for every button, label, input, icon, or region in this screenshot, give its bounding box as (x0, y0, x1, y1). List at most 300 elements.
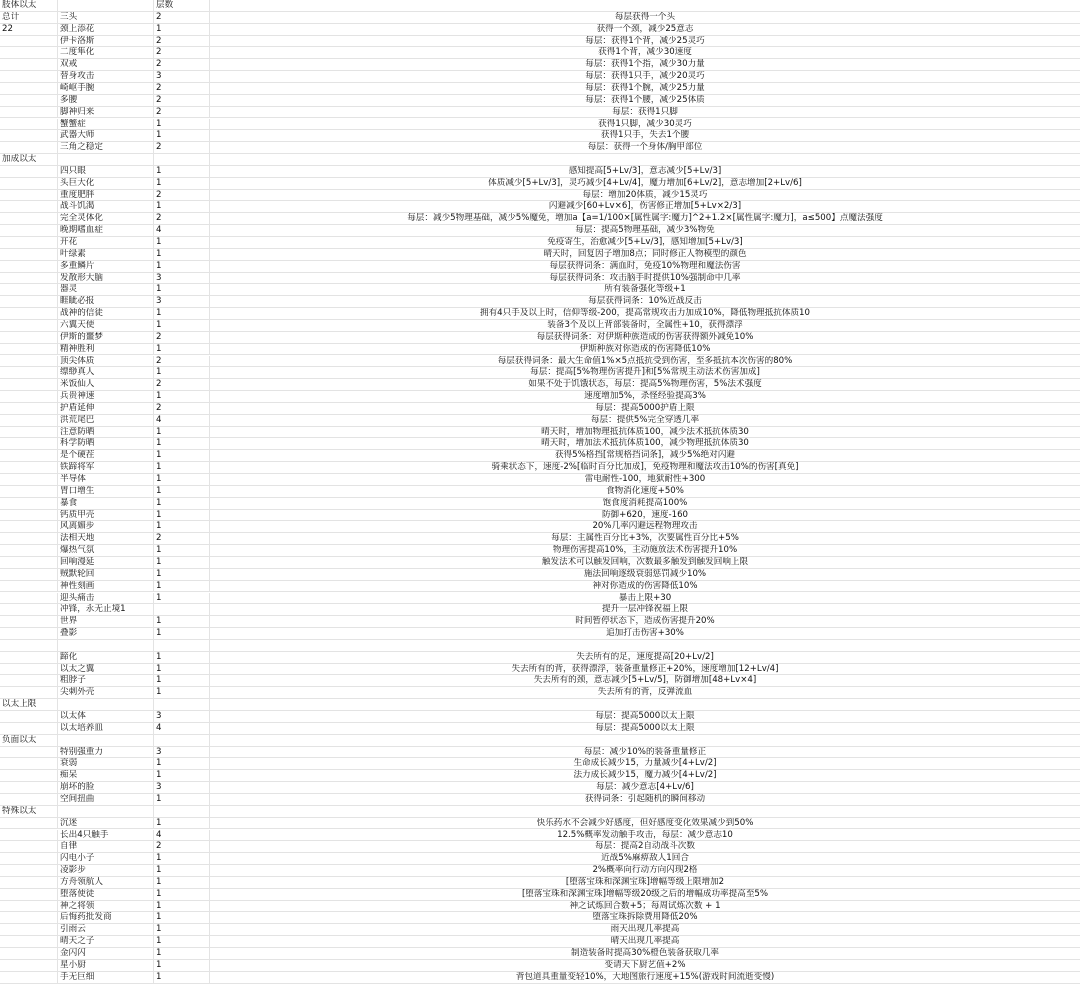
layers-cell[interactable]: 1 (154, 249, 210, 260)
category-cell[interactable] (0, 593, 58, 604)
effect-cell[interactable]: 每层：提高2自动战斗次数 (595, 841, 695, 852)
layers-cell[interactable]: 2 (154, 142, 210, 153)
name-cell[interactable]: 脚神归来 (58, 107, 154, 118)
category-cell[interactable] (0, 107, 58, 118)
category-cell[interactable] (0, 47, 58, 58)
name-cell[interactable]: 钙质甲壳 (58, 510, 154, 521)
layers-cell[interactable]: 1 (154, 664, 210, 675)
layers-cell[interactable]: 1 (154, 308, 210, 319)
category-cell[interactable] (0, 486, 58, 497)
layers-cell[interactable]: 2 (154, 213, 210, 224)
name-cell[interactable]: 法相天地 (58, 533, 154, 544)
layers-cell[interactable]: 1 (154, 853, 210, 864)
layers-cell[interactable]: 1 (154, 498, 210, 509)
name-cell[interactable]: 特别强重力 (58, 747, 154, 758)
layers-cell[interactable]: 2 (154, 356, 210, 367)
effect-cell[interactable] (210, 806, 1080, 817)
name-cell[interactable]: 方舟领航人 (58, 877, 154, 888)
category-cell[interactable] (0, 237, 58, 248)
category-cell[interactable] (0, 71, 58, 82)
category-cell[interactable] (0, 936, 58, 947)
layers-cell[interactable]: 1 (154, 569, 210, 580)
name-cell[interactable]: 痴呆 (58, 770, 154, 781)
effect-cell[interactable] (210, 699, 1080, 710)
effect-cell[interactable]: 每层获得词条：最大生命值1%×5点抵抗受到伤害，至多抵抗本次伤害的80% (497, 355, 793, 366)
category-cell[interactable] (0, 344, 58, 355)
name-cell[interactable]: 衰弱 (58, 758, 154, 769)
layers-cell[interactable]: 1 (154, 367, 210, 378)
effect-cell[interactable]: 每层：提高5物理基础，减少3%物免 (575, 225, 715, 236)
name-cell[interactable]: 头巨大化 (58, 178, 154, 189)
effect-cell[interactable]: 每层：提高5000护盾上限 (595, 402, 695, 413)
name-cell[interactable]: 蟹蟹症 (58, 119, 154, 130)
effect-cell[interactable]: 晴天出现几率提高 (610, 936, 680, 947)
layers-cell[interactable]: 1 (154, 960, 210, 971)
category-cell[interactable] (0, 178, 58, 189)
layers-cell[interactable]: 1 (154, 119, 210, 130)
effect-cell[interactable]: 获得1只脚，减少30灵巧 (598, 118, 692, 129)
name-cell[interactable]: 双戒 (58, 59, 154, 70)
category-cell[interactable]: 总计 (0, 12, 58, 23)
name-cell[interactable]: 晚期嗜血症 (58, 225, 154, 236)
layers-cell[interactable]: 1 (154, 865, 210, 876)
category-cell[interactable]: 以太上限 (0, 699, 58, 710)
category-cell[interactable] (0, 758, 58, 769)
effect-cell[interactable]: 雷电耐性-100，地狱耐性+300 (584, 474, 706, 484)
category-cell[interactable] (0, 664, 58, 675)
effect-cell[interactable]: 提升一层冲锋祝福上限 (602, 604, 688, 615)
category-cell[interactable] (0, 225, 58, 236)
effect-cell[interactable]: 晴天时，增加物理抵抗体质100，减少法术抵抗体质30 (541, 426, 749, 437)
layers-cell[interactable]: 1 (154, 972, 210, 983)
effect-cell[interactable]: 时间暂停状态下，造成伤害提升20% (575, 616, 715, 627)
layers-cell[interactable]: 1 (154, 924, 210, 935)
effect-cell[interactable]: 每层：获得1只手，减少20灵巧 (585, 71, 705, 82)
name-cell[interactable]: 崩坏的脸 (58, 782, 154, 793)
category-cell[interactable] (0, 687, 58, 698)
layers-cell[interactable]: 1 (154, 178, 210, 189)
layers-cell[interactable]: 1 (154, 391, 210, 402)
category-cell[interactable] (0, 201, 58, 212)
layers-cell[interactable]: 1 (154, 284, 210, 295)
effect-cell[interactable]: 每层：获得1个背，减少25灵巧 (585, 35, 705, 46)
effect-cell[interactable] (210, 640, 1080, 651)
effect-cell[interactable]: 20%几率闪避远程物理攻击 (592, 521, 698, 532)
name-cell[interactable]: 战斗饥渴 (58, 201, 154, 212)
name-cell[interactable]: 器灵 (58, 284, 154, 295)
name-cell[interactable]: 缥缈真人 (58, 367, 154, 378)
layers-cell[interactable]: 1 (154, 237, 210, 248)
name-cell[interactable]: 堕落使徒 (58, 889, 154, 900)
layers-cell[interactable] (154, 154, 210, 165)
effect-cell[interactable]: 每层：提高[5%物理伤害提升]和[5%常规主动法术伤害加成] (530, 367, 760, 378)
layers-cell[interactable]: 2 (154, 36, 210, 47)
layers-cell[interactable]: 1 (154, 889, 210, 900)
name-cell[interactable]: 多重鳞片 (58, 261, 154, 272)
effect-cell[interactable]: 伊斯种族对你造成的伤害降低10% (579, 343, 711, 354)
category-cell[interactable] (0, 604, 58, 615)
category-cell[interactable] (0, 569, 58, 580)
name-cell[interactable]: 自律 (58, 841, 154, 852)
effect-cell[interactable]: 拥有4只手及以上时，信仰等级-200，提高常规攻击力加成10%，降低物理抵抗体质10 (479, 308, 810, 319)
name-cell[interactable]: 伊斯的噩梦 (58, 332, 154, 343)
effect-cell[interactable]: 每层：获得1只脚 (612, 106, 678, 117)
effect-cell[interactable]: 12.5%概率发动触手攻击，每层：减少意志10 (557, 829, 733, 840)
name-cell[interactable]: 迎头痛击 (58, 593, 154, 604)
effect-cell[interactable] (210, 735, 1080, 746)
name-cell[interactable]: 尖刺外壳 (58, 687, 154, 698)
layers-cell[interactable] (154, 699, 210, 710)
category-cell[interactable] (0, 830, 58, 841)
layers-cell[interactable]: 1 (154, 510, 210, 521)
category-cell[interactable]: 特殊以太 (0, 806, 58, 817)
category-cell[interactable] (0, 427, 58, 438)
name-cell[interactable] (58, 0, 154, 11)
effect-cell[interactable]: 触发法术可以触发回响，次数最多触发到触发回响上限 (541, 556, 749, 567)
category-cell[interactable] (0, 95, 58, 106)
effect-cell[interactable]: 饱食度消耗提高100% (602, 497, 688, 508)
category-cell[interactable] (0, 747, 58, 758)
category-cell[interactable] (0, 723, 58, 734)
effect-cell[interactable]: 制造装备时提高30%橙色装备获取几率 (570, 948, 719, 958)
category-cell[interactable] (0, 557, 58, 568)
layers-cell[interactable]: 1 (154, 616, 210, 627)
category-cell[interactable] (0, 865, 58, 876)
name-cell[interactable]: 蹄化 (58, 652, 154, 663)
category-cell[interactable] (0, 450, 58, 461)
category-cell[interactable] (0, 438, 58, 449)
name-cell[interactable]: 兵贵神速 (58, 391, 154, 402)
effect-cell[interactable]: 施法回响逐级衰弱惩罚减少10% (583, 568, 707, 579)
layers-cell[interactable]: 1 (154, 593, 210, 604)
layers-cell[interactable]: 2 (154, 533, 210, 544)
layers-cell[interactable]: 1 (154, 687, 210, 698)
category-cell[interactable] (0, 581, 58, 592)
name-cell[interactable]: 崎岖手腕 (58, 83, 154, 94)
category-cell[interactable] (0, 818, 58, 829)
layers-cell[interactable]: 4 (154, 225, 210, 236)
effect-cell[interactable]: 每层：减少10%的装备重量修正 (583, 746, 707, 757)
effect-cell[interactable]: 每层：获得1个腰，减少25体质 (585, 94, 705, 105)
layers-cell[interactable]: 1 (154, 675, 210, 686)
effect-cell[interactable]: 如果不处于饥饿状态，每层：提高5%物理伤害，5%法术强度 (528, 379, 762, 390)
effect-cell[interactable]: 每层：减少5物理基础，减少5%魔免，增加a【a=1/100×[属性属字:魔力]^2+1.2×[属性属字:魔力]，a≤500】点魔法强度 (407, 213, 883, 224)
layers-cell[interactable]: 2 (154, 107, 210, 118)
layers-cell[interactable]: 2 (154, 12, 210, 23)
effect-cell[interactable]: 晴天时，回复因子增加8点；同时修正人物模型的颜色 (543, 248, 747, 259)
name-cell[interactable]: 世界 (58, 616, 154, 627)
name-cell[interactable]: 睚眦必报 (58, 296, 154, 307)
name-cell[interactable]: 爆热气氛 (58, 545, 154, 556)
effect-cell[interactable]: 每层：提高5000以太上限 (595, 711, 695, 721)
category-cell[interactable]: 22 (0, 24, 58, 35)
effect-cell[interactable]: 速度增加5%，杀怪经验提高3% (584, 391, 706, 402)
category-cell[interactable] (0, 462, 58, 473)
effect-cell[interactable]: 每层获得词条：10%近战反击 (588, 296, 702, 307)
category-cell[interactable] (0, 213, 58, 224)
name-cell[interactable] (58, 735, 154, 746)
category-cell[interactable] (0, 391, 58, 402)
effect-cell[interactable]: 追加打击伤害+30% (606, 628, 684, 639)
layers-cell[interactable]: 1 (154, 901, 210, 912)
layers-cell[interactable]: 1 (154, 818, 210, 829)
layers-cell[interactable]: 1 (154, 770, 210, 781)
name-cell[interactable]: 完全灵体化 (58, 213, 154, 224)
name-cell[interactable]: 六翼天使 (58, 320, 154, 331)
effect-cell[interactable]: 背包道具重量变轻10%，大地图旅行速度+15%(游戏时间流逝变慢) (515, 971, 775, 982)
layers-cell[interactable]: 2 (154, 332, 210, 343)
layers-cell[interactable] (154, 735, 210, 746)
name-cell[interactable]: 闪电小子 (58, 853, 154, 864)
effect-cell[interactable]: [堕落宝珠和深渊宝珠]增幅等级上限增加2 (565, 876, 725, 887)
layers-cell[interactable]: 3 (154, 273, 210, 284)
category-cell[interactable] (0, 249, 58, 260)
category-cell[interactable] (0, 652, 58, 663)
effect-cell[interactable]: 食物消化速度+50% (606, 485, 684, 496)
effect-cell[interactable]: 每层：减少意志[4+Lv/6] (596, 782, 694, 793)
effect-cell[interactable]: 堕落宝珠拆除费用降低20% (592, 912, 698, 923)
layers-cell[interactable]: 1 (154, 462, 210, 473)
category-cell[interactable] (0, 83, 58, 94)
category-cell[interactable] (0, 960, 58, 971)
effect-cell[interactable]: 雨天出现几率提高 (610, 924, 680, 935)
category-cell[interactable] (0, 284, 58, 295)
effect-cell[interactable]: 生命成长减少15，力量减少[4+Lv/2] (573, 758, 717, 769)
effect-cell[interactable]: 神之试炼回合数+5；每周试炼次数 + 1 (569, 900, 721, 911)
category-cell[interactable] (0, 130, 58, 141)
name-cell[interactable]: 晴天之子 (58, 936, 154, 947)
layers-cell[interactable]: 2 (154, 83, 210, 94)
layers-cell[interactable]: 层数 (154, 0, 210, 11)
name-cell[interactable]: 护盾延伸 (58, 403, 154, 414)
category-cell[interactable] (0, 533, 58, 544)
category-cell[interactable] (0, 320, 58, 331)
name-cell[interactable]: 星小厨 (58, 960, 154, 971)
layers-cell[interactable]: 1 (154, 320, 210, 331)
category-cell[interactable] (0, 308, 58, 319)
layers-cell[interactable]: 2 (154, 403, 210, 414)
effect-cell[interactable]: 2%概率向行动方向闪现2格 (592, 865, 698, 876)
name-cell[interactable]: 是个硬茬 (58, 450, 154, 461)
layers-cell[interactable]: 1 (154, 130, 210, 141)
name-cell[interactable]: 引雨云 (58, 924, 154, 935)
category-cell[interactable] (0, 190, 58, 201)
category-cell[interactable] (0, 901, 58, 912)
name-cell[interactable]: 武器大师 (58, 130, 154, 141)
effect-cell[interactable]: 每层获得词条：对伊斯种族造成的伤害获得额外减免10% (536, 331, 754, 342)
layers-cell[interactable]: 4 (154, 723, 210, 734)
layers-cell[interactable]: 1 (154, 948, 210, 959)
category-cell[interactable] (0, 770, 58, 781)
effect-cell[interactable]: 获得一个颈，减少25意志 (596, 23, 694, 34)
layers-cell[interactable]: 1 (154, 486, 210, 497)
layers-cell[interactable] (154, 640, 210, 651)
category-cell[interactable] (0, 367, 58, 378)
category-cell[interactable] (0, 403, 58, 414)
category-cell[interactable] (0, 640, 58, 651)
name-cell[interactable]: 洪荒尾巴 (58, 415, 154, 426)
layers-cell[interactable]: 1 (154, 936, 210, 947)
layers-cell[interactable]: 1 (154, 344, 210, 355)
name-cell[interactable]: 胃口增生 (58, 486, 154, 497)
effect-cell[interactable]: 装备3个及以上背部装备时，全属性+10，获得漂浮 (547, 319, 743, 330)
layers-cell[interactable]: 3 (154, 782, 210, 793)
name-cell[interactable]: 重度肥胖 (58, 190, 154, 201)
layers-cell[interactable]: 1 (154, 427, 210, 438)
effect-cell[interactable]: 免疫寄生，治愈减少[5+Lv/3]，感知增加[5+Lv/3] (547, 237, 743, 247)
layers-cell[interactable]: 1 (154, 450, 210, 461)
category-cell[interactable] (0, 794, 58, 805)
effect-cell[interactable]: 每层：提供5%完全穿透几率 (590, 414, 700, 425)
layers-cell[interactable]: 1 (154, 261, 210, 272)
name-cell[interactable] (58, 699, 154, 710)
category-cell[interactable] (0, 166, 58, 177)
layers-cell[interactable]: 2 (154, 59, 210, 70)
effect-cell[interactable]: 每层：获得一个身体/胸甲部位 (587, 142, 703, 153)
category-cell[interactable] (0, 510, 58, 521)
name-cell[interactable]: 三头 (58, 12, 154, 23)
effect-cell[interactable]: 体质减少[5+Lv/3]，灵巧减少[4+Lv/4]，魔力增加[6+Lv/2]，意志增加[2+Lv/6] (488, 177, 802, 188)
effect-cell[interactable]: 每层获得词条：攻击脑手时提供10%强制命中几率 (549, 272, 741, 283)
name-cell[interactable]: 二度隼化 (58, 47, 154, 58)
name-cell[interactable]: 注意防晒 (58, 427, 154, 438)
layers-cell[interactable]: 1 (154, 545, 210, 556)
effect-cell[interactable]: 物理伤害提高10%，主动施放法术伤害提升10% (552, 545, 738, 556)
layers-cell[interactable]: 1 (154, 557, 210, 568)
name-cell[interactable]: 以太培养皿 (58, 723, 154, 734)
category-cell[interactable] (0, 628, 58, 639)
effect-cell[interactable]: 获得1只手，失去1个腰 (600, 130, 690, 141)
effect-cell[interactable]: 每层：增加20体质，减少15灵巧 (582, 189, 708, 200)
effect-cell[interactable]: 每层：提高5000以太上限 (595, 722, 695, 733)
category-cell[interactable] (0, 616, 58, 627)
effect-cell[interactable]: 失去所有的背，获得漂浮，装备重量修正+20%，速度增加[12+Lv/4] (511, 663, 779, 674)
category-cell[interactable] (0, 332, 58, 343)
effect-cell[interactable]: 防御+620，速度-160 (601, 509, 689, 520)
name-cell[interactable]: 颈上添花 (58, 24, 154, 35)
category-cell[interactable] (0, 711, 58, 722)
category-cell[interactable] (0, 273, 58, 284)
name-cell[interactable]: 长出4只触手 (58, 830, 154, 841)
layers-cell[interactable]: 2 (154, 841, 210, 852)
category-cell[interactable] (0, 379, 58, 390)
effect-cell[interactable]: 法力成长减少15，魔力减少[4+Lv/2] (573, 770, 717, 781)
effect-cell[interactable]: 失去所有的足，速度提高[20+Lv/2] (576, 651, 714, 662)
layers-cell[interactable]: 1 (154, 794, 210, 805)
category-cell[interactable] (0, 521, 58, 532)
name-cell[interactable]: 沉迷 (58, 818, 154, 829)
name-cell[interactable]: 半导体 (58, 474, 154, 485)
category-cell[interactable] (0, 474, 58, 485)
effect-cell[interactable] (210, 154, 1080, 165)
effect-cell[interactable]: 每层：获得1个腕，减少25力量 (585, 82, 705, 93)
layers-cell[interactable]: 3 (154, 71, 210, 82)
layers-cell[interactable] (154, 806, 210, 817)
name-cell[interactable]: 科学防晒 (58, 438, 154, 449)
name-cell[interactable]: 神性刻画 (58, 581, 154, 592)
layers-cell[interactable]: 2 (154, 47, 210, 58)
category-cell[interactable] (0, 119, 58, 130)
layers-cell[interactable]: 2 (154, 95, 210, 106)
category-cell[interactable] (0, 877, 58, 888)
category-cell[interactable] (0, 675, 58, 686)
category-cell[interactable] (0, 261, 58, 272)
name-cell[interactable]: 铁蹄将军 (58, 462, 154, 473)
category-cell[interactable] (0, 356, 58, 367)
effect-cell[interactable]: 骑乘状态下，速度-2%[临时百分比加成]，免疫物理和魔法攻击10%的伤害[真免] (491, 462, 799, 473)
layers-cell[interactable]: 4 (154, 830, 210, 841)
category-cell[interactable] (0, 912, 58, 923)
name-cell[interactable]: 以太体 (58, 711, 154, 722)
name-cell[interactable]: 叠影 (58, 628, 154, 639)
effect-cell[interactable]: 获得1个背，减少30速度 (598, 47, 692, 58)
name-cell[interactable]: 凌影步 (58, 865, 154, 876)
name-cell[interactable]: 冲锋，永无止境1 (58, 604, 154, 615)
layers-cell[interactable]: 1 (154, 201, 210, 212)
layers-cell[interactable] (154, 604, 210, 615)
name-cell[interactable]: 叶绿素 (58, 249, 154, 260)
effect-cell[interactable]: 每层获得词条：满血时，免疫10%物理和魔法伤害 (549, 260, 741, 271)
name-cell[interactable] (58, 640, 154, 651)
layers-cell[interactable]: 2 (154, 379, 210, 390)
category-cell[interactable] (0, 36, 58, 47)
name-cell[interactable]: 伊卡洛斯 (58, 36, 154, 47)
layers-cell[interactable]: 1 (154, 24, 210, 35)
name-cell[interactable]: 战神的信徒 (58, 308, 154, 319)
effect-cell[interactable] (210, 0, 1080, 11)
name-cell[interactable]: 手无巨细 (58, 972, 154, 983)
name-cell[interactable] (58, 806, 154, 817)
effect-cell[interactable]: 所有装备强化等级+1 (604, 284, 686, 295)
category-cell[interactable] (0, 545, 58, 556)
effect-cell[interactable]: 每层获得一个头 (614, 11, 676, 22)
category-cell[interactable] (0, 841, 58, 852)
name-cell[interactable]: 贼默轮回 (58, 569, 154, 580)
name-cell[interactable]: 风离媚步 (58, 521, 154, 532)
name-cell[interactable]: 空间扭曲 (58, 794, 154, 805)
layers-cell[interactable]: 3 (154, 747, 210, 758)
effect-cell[interactable]: 失去所有的颈，意志减少[5+Lv/5]，防御增加[48+Lv×4] (533, 675, 757, 686)
name-cell[interactable]: 三角之稳定 (58, 142, 154, 153)
category-cell[interactable] (0, 948, 58, 959)
effect-cell[interactable]: 获得5%格挡[常规格挡词条]，减少5%绝对闪避 (554, 450, 736, 461)
category-cell[interactable] (0, 415, 58, 426)
layers-cell[interactable]: 1 (154, 474, 210, 485)
layers-cell[interactable]: 2 (154, 190, 210, 201)
effect-cell[interactable]: 失去所有的背，反弹流血 (597, 687, 693, 698)
effect-cell[interactable]: 每层：获得1个指，减少30力量 (585, 59, 705, 70)
layers-cell[interactable]: 3 (154, 296, 210, 307)
layers-cell[interactable]: 1 (154, 521, 210, 532)
layers-cell[interactable]: 1 (154, 652, 210, 663)
layers-cell[interactable]: 4 (154, 415, 210, 426)
name-cell[interactable]: 以太之翼 (58, 664, 154, 675)
name-cell[interactable]: 米饭仙人 (58, 379, 154, 390)
name-cell[interactable]: 神之将领 (58, 901, 154, 912)
layers-cell[interactable]: 1 (154, 877, 210, 888)
category-cell[interactable] (0, 853, 58, 864)
category-cell[interactable] (0, 498, 58, 509)
effect-cell[interactable]: 每层：主属性百分比+3%，次要属性百分比+5% (551, 533, 739, 544)
layers-cell[interactable]: 1 (154, 438, 210, 449)
layers-cell[interactable]: 1 (154, 166, 210, 177)
layers-cell[interactable]: 1 (154, 912, 210, 923)
effect-cell[interactable]: 感知提高[5+Lv/3]，意志减少[5+Lv/3] (568, 165, 722, 176)
effect-cell[interactable]: 获得词条：引起随机的瞬间移动 (584, 793, 706, 804)
effect-cell[interactable]: 快乐药水不会减少好感度，但好感度变化效果减少到50% (536, 817, 754, 828)
effect-cell[interactable]: 晴天时，增加法术抵抗体质100，减少物理抵抗体质30 (541, 438, 749, 449)
category-cell[interactable] (0, 296, 58, 307)
